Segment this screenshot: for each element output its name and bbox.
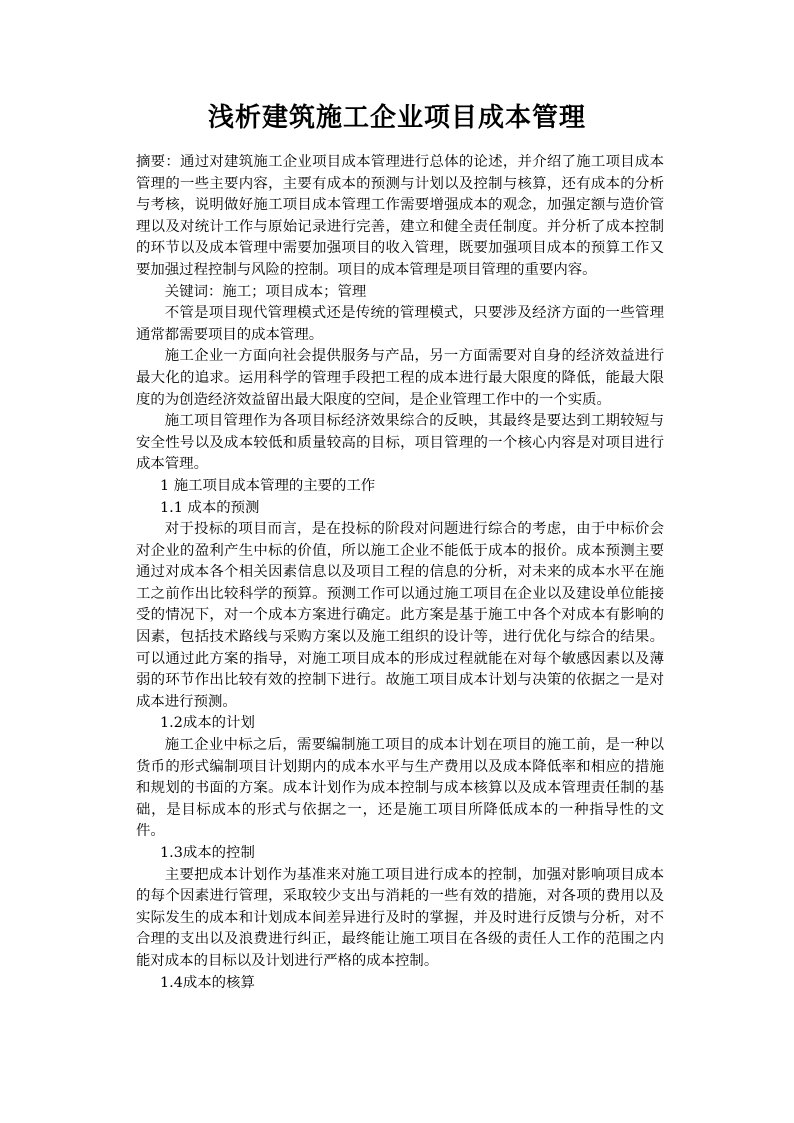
body-paragraph: 施工项目管理作为各项目标经济效果综合的反映，其最终是要达到工期较短与安全性号以及成本较低和质量较高的目标，项目管理的一个核心内容是对项目进行成本管理。 <box>136 413 664 473</box>
document-title: 浅析建筑施工企业项目成本管理 <box>207 103 586 133</box>
abstract-paragraph: 摘要：通过对建筑施工企业项目成本管理进行总体的论述，并介绍了施工项目成本管理的一些主要内容，主要有成本的预测与计划以及控制与核算，还有成本的分析与考核，说明做好施工项目成本管理工作需要增强成本的观念，加强定额与造价管理以及对统计工作与原始记录进行完善，建立和健全责任制度。并分析了成本控制的环节以及成本管理中需要加强项目的收入管理，既要加强项目成本的预算工作又要加强过程控制与风险的控制。项目的成本管理是项目管理的重要内容。 <box>136 154 664 278</box>
body-paragraph: 施工企业中标之后，需要编制施工项目的成本计划在项目的施工前，是一种以货币的形式编制项目计划期内的成本水平与生产费用以及成本降低率和相应的措施和规划的书面的方案。成本计划作为成本控制与成本核算以及成本管理责任制的基础，是目标成本的形式与依据之一，还是施工项目所降低成本的一种指导性的文件。 <box>136 737 664 840</box>
body-paragraph: 不管是项目现代管理模式还是传统的管理模式，只要涉及经济方面的一些管理通常都需要项目的成本管理。 <box>136 305 664 343</box>
subsection-heading: 1.2成本的计划 <box>160 715 255 732</box>
keywords-paragraph: 关键词：施工；项目成本；管理 <box>164 283 367 300</box>
body-paragraph: 主要把成本计划作为基准来对施工项目进行成本的控制，加强对影响项目成本的每个因素进行管理，采取较少支出与消耗的一些有效的措施，对各项的费用以及实际发生的成本和计划成本间差异进行及时的掌握，并及时进行反馈与分析，对不合理的支出以及浪费进行纠正，最终能让施工项目在各级的责任人工作的范围之内能对成本的目标以及计划进行严格的成本控制。 <box>136 866 664 969</box>
section-heading: 1 施工项目成本管理的主要的工作 <box>160 477 376 494</box>
subsection-heading: 1.3成本的控制 <box>160 845 255 861</box>
body-paragraph: 对于投标的项目而言，是在投标的阶段对问题进行综合的考虑，由于中标价会对企业的盈利产生中标的价值，所以施工企业不能低于成本的报价。成本预测主要通过对成本各个相关因素信息以及项目工程的信息的分析，对未来的成本水平在施工之前作出比较科学的预算。预测工作可以通过施工项目在企业以及建设单位能接受的情况下，对一个成本方案进行确定。此方案是基于施工中各个对成本有影响的因素，包括技术路线与采购方案以及施工组织的设计等，进行优化与综合的结果。可以通过此方案的指导，对施工项目成本的形成过程就能在对每个敏感因素以及薄弱的环节作出比较有效的控制下进行。故施工项目成本计划与决策的依据之一是对成本进行预测。 <box>136 521 664 710</box>
body-paragraph: 施工企业一方面向社会提供服务与产品，另一方面需要对自身的经济效益进行最大化的追求。运用科学的管理手段把工程的成本进行最大限度的降低，能最大限度的为创造经济效益留出最大限度的空间，是企业管理工作中的一个实质。 <box>136 348 664 408</box>
document-body <box>136 152 664 994</box>
subsection-heading: 1.1 成本的预测 <box>160 499 260 516</box>
subsection-heading: 1.4成本的核算 <box>160 974 255 991</box>
